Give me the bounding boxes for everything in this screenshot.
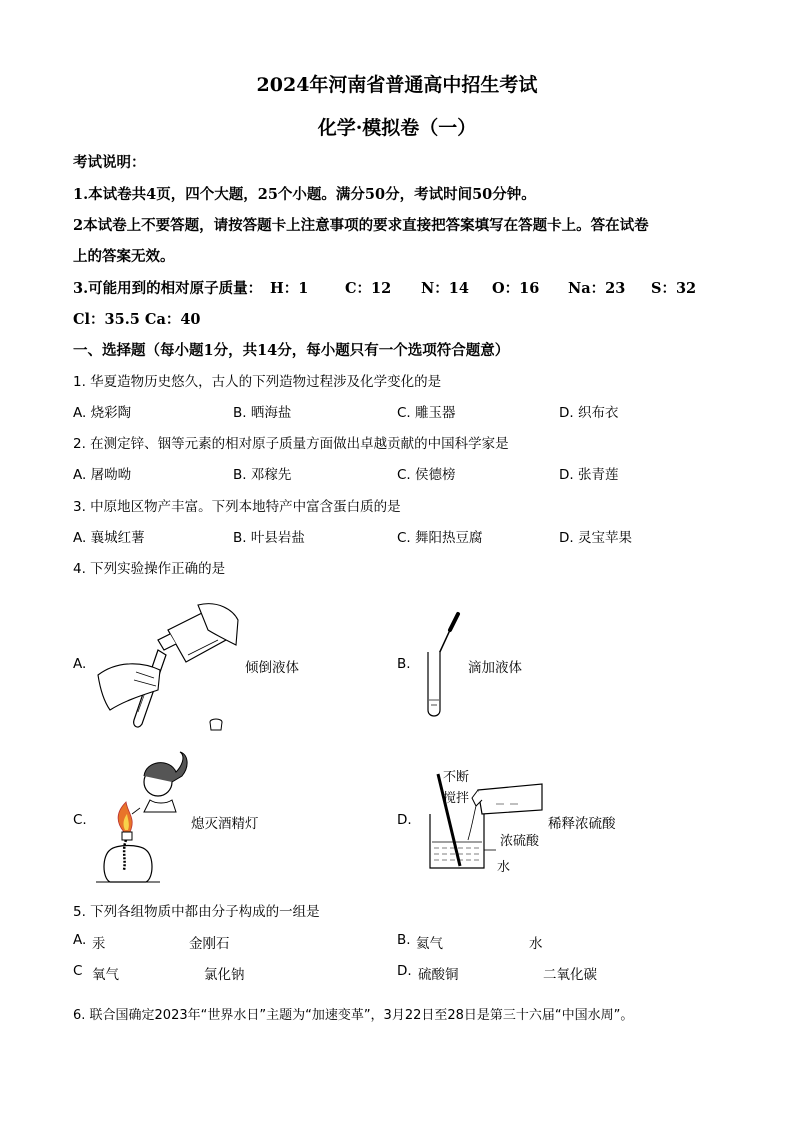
q4-option-d-letter[interactable]: D.	[397, 812, 412, 828]
q5-option-b-letter[interactable]: B.	[397, 932, 411, 948]
mass-na: Na：23	[568, 280, 626, 297]
q5-option-d-item-1: 硫酸铜	[418, 967, 459, 983]
q4-option-b-label: 滴加液体	[468, 660, 522, 676]
q1-option-d[interactable]: D. 织布衣	[559, 405, 619, 421]
q4-option-d-label: 稀释浓硫酸	[548, 816, 616, 832]
q6-stem: 6. 联合国确定2023年“世界水日”主题为“加速变革”，3月22日至28日是第三十六届“中国水周”。	[73, 1008, 634, 1023]
q2-option-a[interactable]: A. 屠呦呦	[73, 467, 132, 483]
mass-s: S：32	[651, 280, 697, 297]
q3-option-d[interactable]: D. 灵宝苹果	[559, 530, 632, 546]
q5-option-c-item-2: 氯化钠	[204, 967, 245, 983]
mass-c: C：12	[345, 280, 392, 297]
q5-option-b-item-1: 氦气	[416, 936, 443, 952]
q4-d-stir-label-2: 搅拌	[443, 791, 470, 806]
exam-subtitle: 化学·模拟卷（一）	[317, 117, 477, 139]
q5-option-a-letter[interactable]: A.	[73, 932, 87, 948]
q4-stem: 4. 下列实验操作正确的是	[73, 561, 226, 577]
q4-option-c-label: 熄灭酒精灯	[191, 816, 259, 832]
q4-option-c-letter[interactable]: C.	[73, 812, 87, 828]
extinguishing-alcohol-lamp-illustration	[96, 752, 191, 887]
q4-option-a-letter[interactable]: A.	[73, 656, 87, 672]
mass-n: N：14	[421, 280, 469, 297]
q5-option-a-item-2: 金刚石	[189, 936, 230, 952]
instruction-line-3b: Cl：35.5 Ca：40	[73, 311, 201, 328]
q5-option-d-item-2: 二氧化碳	[543, 967, 597, 983]
q4-option-a-label: 倾倒液体	[245, 660, 299, 676]
exam-title: 2024年河南省普通高中招生考试	[256, 74, 538, 96]
q4-d-stir-label-1: 不断	[443, 770, 470, 785]
q5-option-b-item-2: 水	[529, 936, 543, 952]
q4-option-b-letter[interactable]: B.	[397, 656, 411, 672]
instructions-heading: 考试说明：	[73, 154, 146, 171]
q3-option-b[interactable]: B. 叶县岩盐	[233, 530, 305, 546]
instruction-line-1: 1.本试卷共4页，四个大题，25个小题。满分50分，考试时间50分钟。	[73, 186, 536, 203]
q3-option-c[interactable]: C. 舞阳热豆腐	[397, 530, 483, 546]
q5-option-c-letter[interactable]: C	[73, 963, 83, 979]
instruction-line-2a: 2本试卷上不要答题，请按答题卡上注意事项的要求直接把答案填写在答题卡上。答在试卷	[73, 217, 649, 234]
q4-d-acid-label: 浓硫酸	[500, 834, 540, 849]
q1-option-b[interactable]: B. 晒海盐	[233, 405, 292, 421]
q3-stem: 3. 中原地区物产丰富。下列本地特产中富含蛋白质的是	[73, 499, 401, 515]
section-1-heading: 一、选择题（每小题1分，共14分，每小题只有一个选项符合题意）	[73, 342, 510, 359]
q1-option-a[interactable]: A. 烧彩陶	[73, 405, 132, 421]
q1-option-c[interactable]: C. 雕玉器	[397, 405, 456, 421]
instruction-line-2b: 上的答案无效。	[73, 248, 175, 265]
mass-o: O：16	[492, 280, 540, 297]
dropping-liquid-illustration	[420, 612, 470, 722]
q5-stem: 5. 下列各组物质中都由分子构成的一组是	[73, 904, 320, 920]
q5-option-c-item-1: 氧气	[92, 967, 119, 983]
q2-option-d[interactable]: D. 张青莲	[559, 467, 619, 483]
q4-d-water-label: 水	[497, 860, 511, 875]
q2-stem: 2. 在测定锌、铟等元素的相对原子质量方面做出卓越贡献的中国科学家是	[73, 436, 509, 452]
q5-option-a-item-1: 汞	[92, 936, 106, 952]
mass-h: H：1	[270, 280, 309, 297]
q2-option-c[interactable]: C. 侯德榜	[397, 467, 456, 483]
q2-option-b[interactable]: B. 邓稼先	[233, 467, 292, 483]
diluting-sulfuric-acid-illustration	[424, 770, 564, 875]
q1-stem: 1. 华夏造物历史悠久，古人的下列造物过程涉及化学变化的是	[73, 374, 442, 390]
instruction-line-3-label: 3.可能用到的相对原子质量：	[73, 280, 263, 297]
q3-option-a[interactable]: A. 襄城红薯	[73, 530, 145, 546]
q5-option-d-letter[interactable]: D.	[397, 963, 412, 979]
pouring-liquid-illustration	[98, 600, 238, 735]
